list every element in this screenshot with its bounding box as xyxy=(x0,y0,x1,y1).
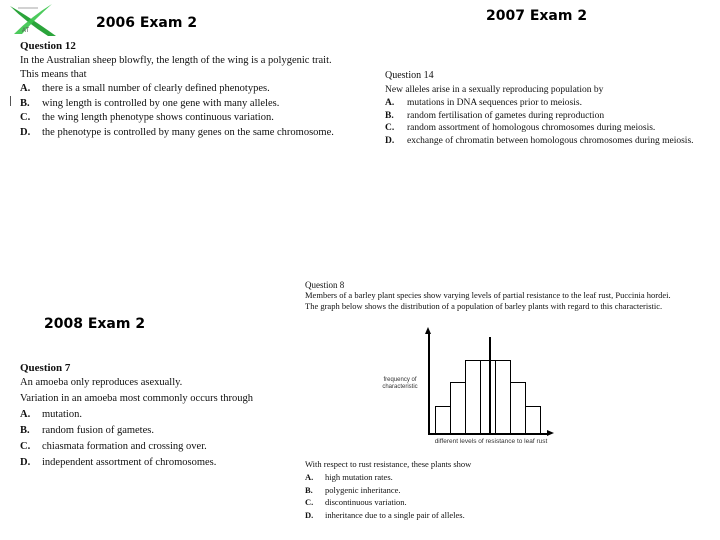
histogram-bar xyxy=(525,406,541,433)
question-stem-3: With respect to rust resistance, these plants show xyxy=(305,459,472,469)
option-d: D. exchange of chromatin between homologous chromosomes during meiosis. xyxy=(385,135,694,146)
heading-2007: 2007 Exam 2 xyxy=(486,8,588,24)
question-8 xyxy=(305,280,720,312)
option-c: C. random assortment of homologous chromosomes during meiosis. xyxy=(385,123,656,133)
histogram-bar xyxy=(480,360,496,433)
histogram-bar xyxy=(465,360,481,433)
heading-2008: 2008 Exam 2 xyxy=(44,316,146,332)
question-stem: An amoeba only reproduces asexually. xyxy=(20,377,183,388)
x-logo-icon xyxy=(8,2,58,38)
option-a: A. there is a small number of clearly defined phenotypes. xyxy=(20,83,270,94)
option-c: C. chiasmata formation and crossing over. xyxy=(20,441,207,452)
question-stem-2: This means that xyxy=(20,69,87,80)
y-axis-label: frequency of characteristic xyxy=(382,377,418,390)
question-7 xyxy=(20,362,300,471)
histogram-center-line xyxy=(489,337,491,433)
histogram-bar xyxy=(510,382,526,433)
heading-2006: 2006 Exam 2 xyxy=(96,15,198,31)
option-c: C. discontinuous variation. xyxy=(305,497,407,507)
question-8-options xyxy=(305,459,565,521)
histogram-bar xyxy=(450,382,466,433)
option-b: B. random fusion of gametes. xyxy=(20,425,154,436)
x-axis xyxy=(428,433,548,435)
question-title: Question 12 xyxy=(20,40,76,52)
options-list xyxy=(20,82,390,140)
option-b: B. random fertilisation of gametes during reproduction xyxy=(385,110,605,121)
option-b: B. polygenic inheritance. xyxy=(305,484,401,495)
margin-mark xyxy=(10,96,11,106)
histogram-bar xyxy=(495,360,511,433)
logo-label: AT xyxy=(22,28,30,34)
question-title: Question 8 xyxy=(305,280,345,290)
option-c: C. the wing length phenotype shows continuous variation. xyxy=(20,112,274,123)
histogram-chart xyxy=(370,325,570,450)
option-d: D. independent assortment of chromosomes. xyxy=(20,457,217,468)
logo xyxy=(8,2,58,38)
option-b: B. wing length is controlled by one gene with many alleles. xyxy=(20,97,280,109)
options-list xyxy=(20,407,300,471)
question-stem: New alleles arise in a sexually reproducing population by xyxy=(385,85,604,95)
option-d: D. the phenotype is controlled by many genes on the same chromosome. xyxy=(20,126,334,138)
option-d: D. inheritance due to a single pair of alleles. xyxy=(305,509,465,520)
question-stem: Members of a barley plant species show varying levels of partial resistance to the leaf rust, Puccinia hordei. xyxy=(305,290,671,300)
question-12 xyxy=(20,40,390,140)
options-list xyxy=(305,471,565,521)
histogram-bar xyxy=(435,406,451,433)
question-title: Question 14 xyxy=(385,70,434,81)
question-14 xyxy=(385,70,720,147)
y-axis xyxy=(428,333,430,434)
option-a: A. mutation. xyxy=(20,409,82,420)
question-title: Question 7 xyxy=(20,362,71,374)
option-a: A. high mutation rates. xyxy=(305,472,393,482)
question-stem: In the Australian sheep blowfly, the length of the wing is a polygenic trait. xyxy=(20,55,332,66)
option-a: A. mutations in DNA sequences prior to meiosis. xyxy=(385,98,582,108)
x-axis-label: different levels of resistance to leaf rust xyxy=(434,438,548,445)
question-stem-2: Variation in an amoeba most commonly occurs through xyxy=(20,393,253,404)
options-list xyxy=(385,97,720,147)
question-stem-2: The graph below shows the distribution of a population of barley plants with regard to this characteristic. xyxy=(305,301,663,311)
